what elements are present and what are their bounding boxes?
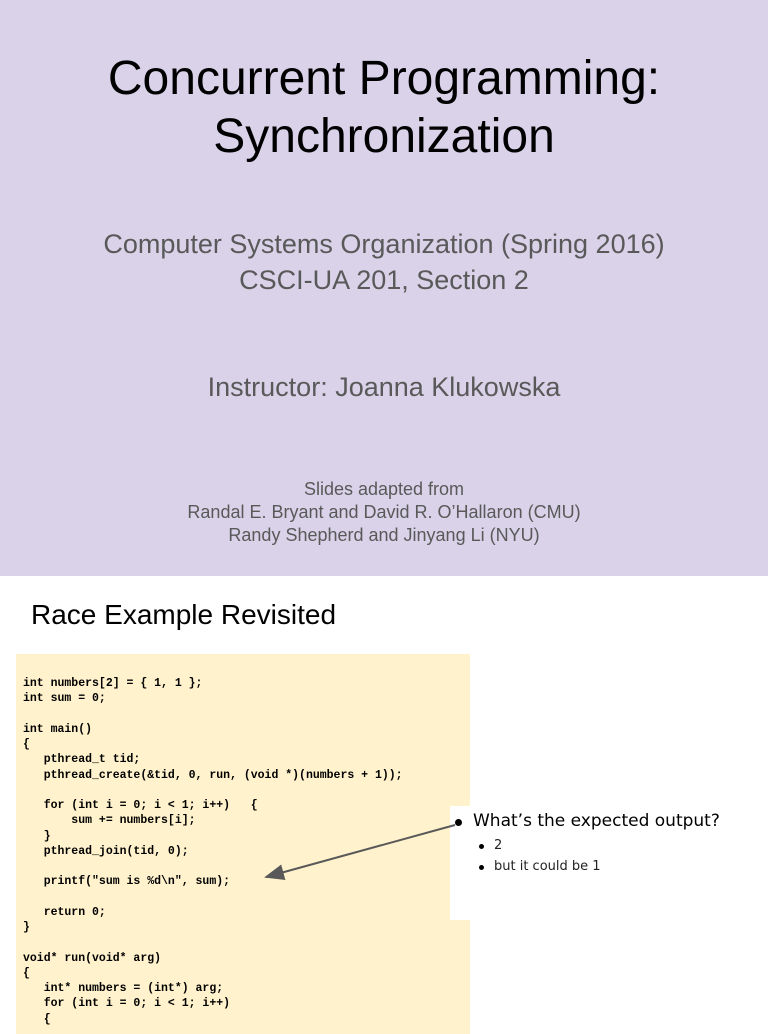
code-block <box>16 654 470 1034</box>
instructor-name: Instructor: Joanna Klukowska <box>207 372 561 402</box>
course-info <box>0 226 768 298</box>
credits-line-1: Slides adapted from <box>303 479 465 499</box>
course-name: Computer Systems Organization (Spring 2016) <box>103 229 665 259</box>
course-section: CSCI-UA 201, Section 2 <box>239 265 529 295</box>
slide2-title: Race Example Revisited <box>31 599 337 630</box>
bullet-icon <box>479 865 484 870</box>
credits-line-3: Randy Shepherd and Jinyang Li (NYU) <box>228 525 540 545</box>
bullet-icon <box>455 819 462 826</box>
answer-item-2: but it could be 1 <box>494 859 601 874</box>
title-line-2: Synchronization <box>213 110 555 163</box>
race-example-slide <box>0 576 768 1024</box>
code-listing: int numbers[2] = { 1, 1 }; int sum = 0; int main() { pthread_t tid; pthread_create(&tid, 0, run, (void *)(numbers + 1)); for (int i = 0; i < 1; i++) { sum += numbers[i]; } pthread_join(tid, 0); printf("sum is %d\n", sum); return 0; } void* run(void* arg) { int* numbers = (int*) arg; for (int i = 0; i < 1; i++) { <box>23 677 403 1026</box>
title-line-1: Concurrent Programming: <box>107 52 661 105</box>
question-text: What’s the expected output? <box>473 811 720 831</box>
credits-line-2: Randal E. Bryant and David R. O’Hallaron (CMU) <box>187 502 581 522</box>
question-box <box>450 806 768 920</box>
credits <box>0 478 768 547</box>
slide-title <box>0 50 768 166</box>
answer-item-1: 2 <box>494 838 503 853</box>
bullet-icon <box>479 844 484 849</box>
